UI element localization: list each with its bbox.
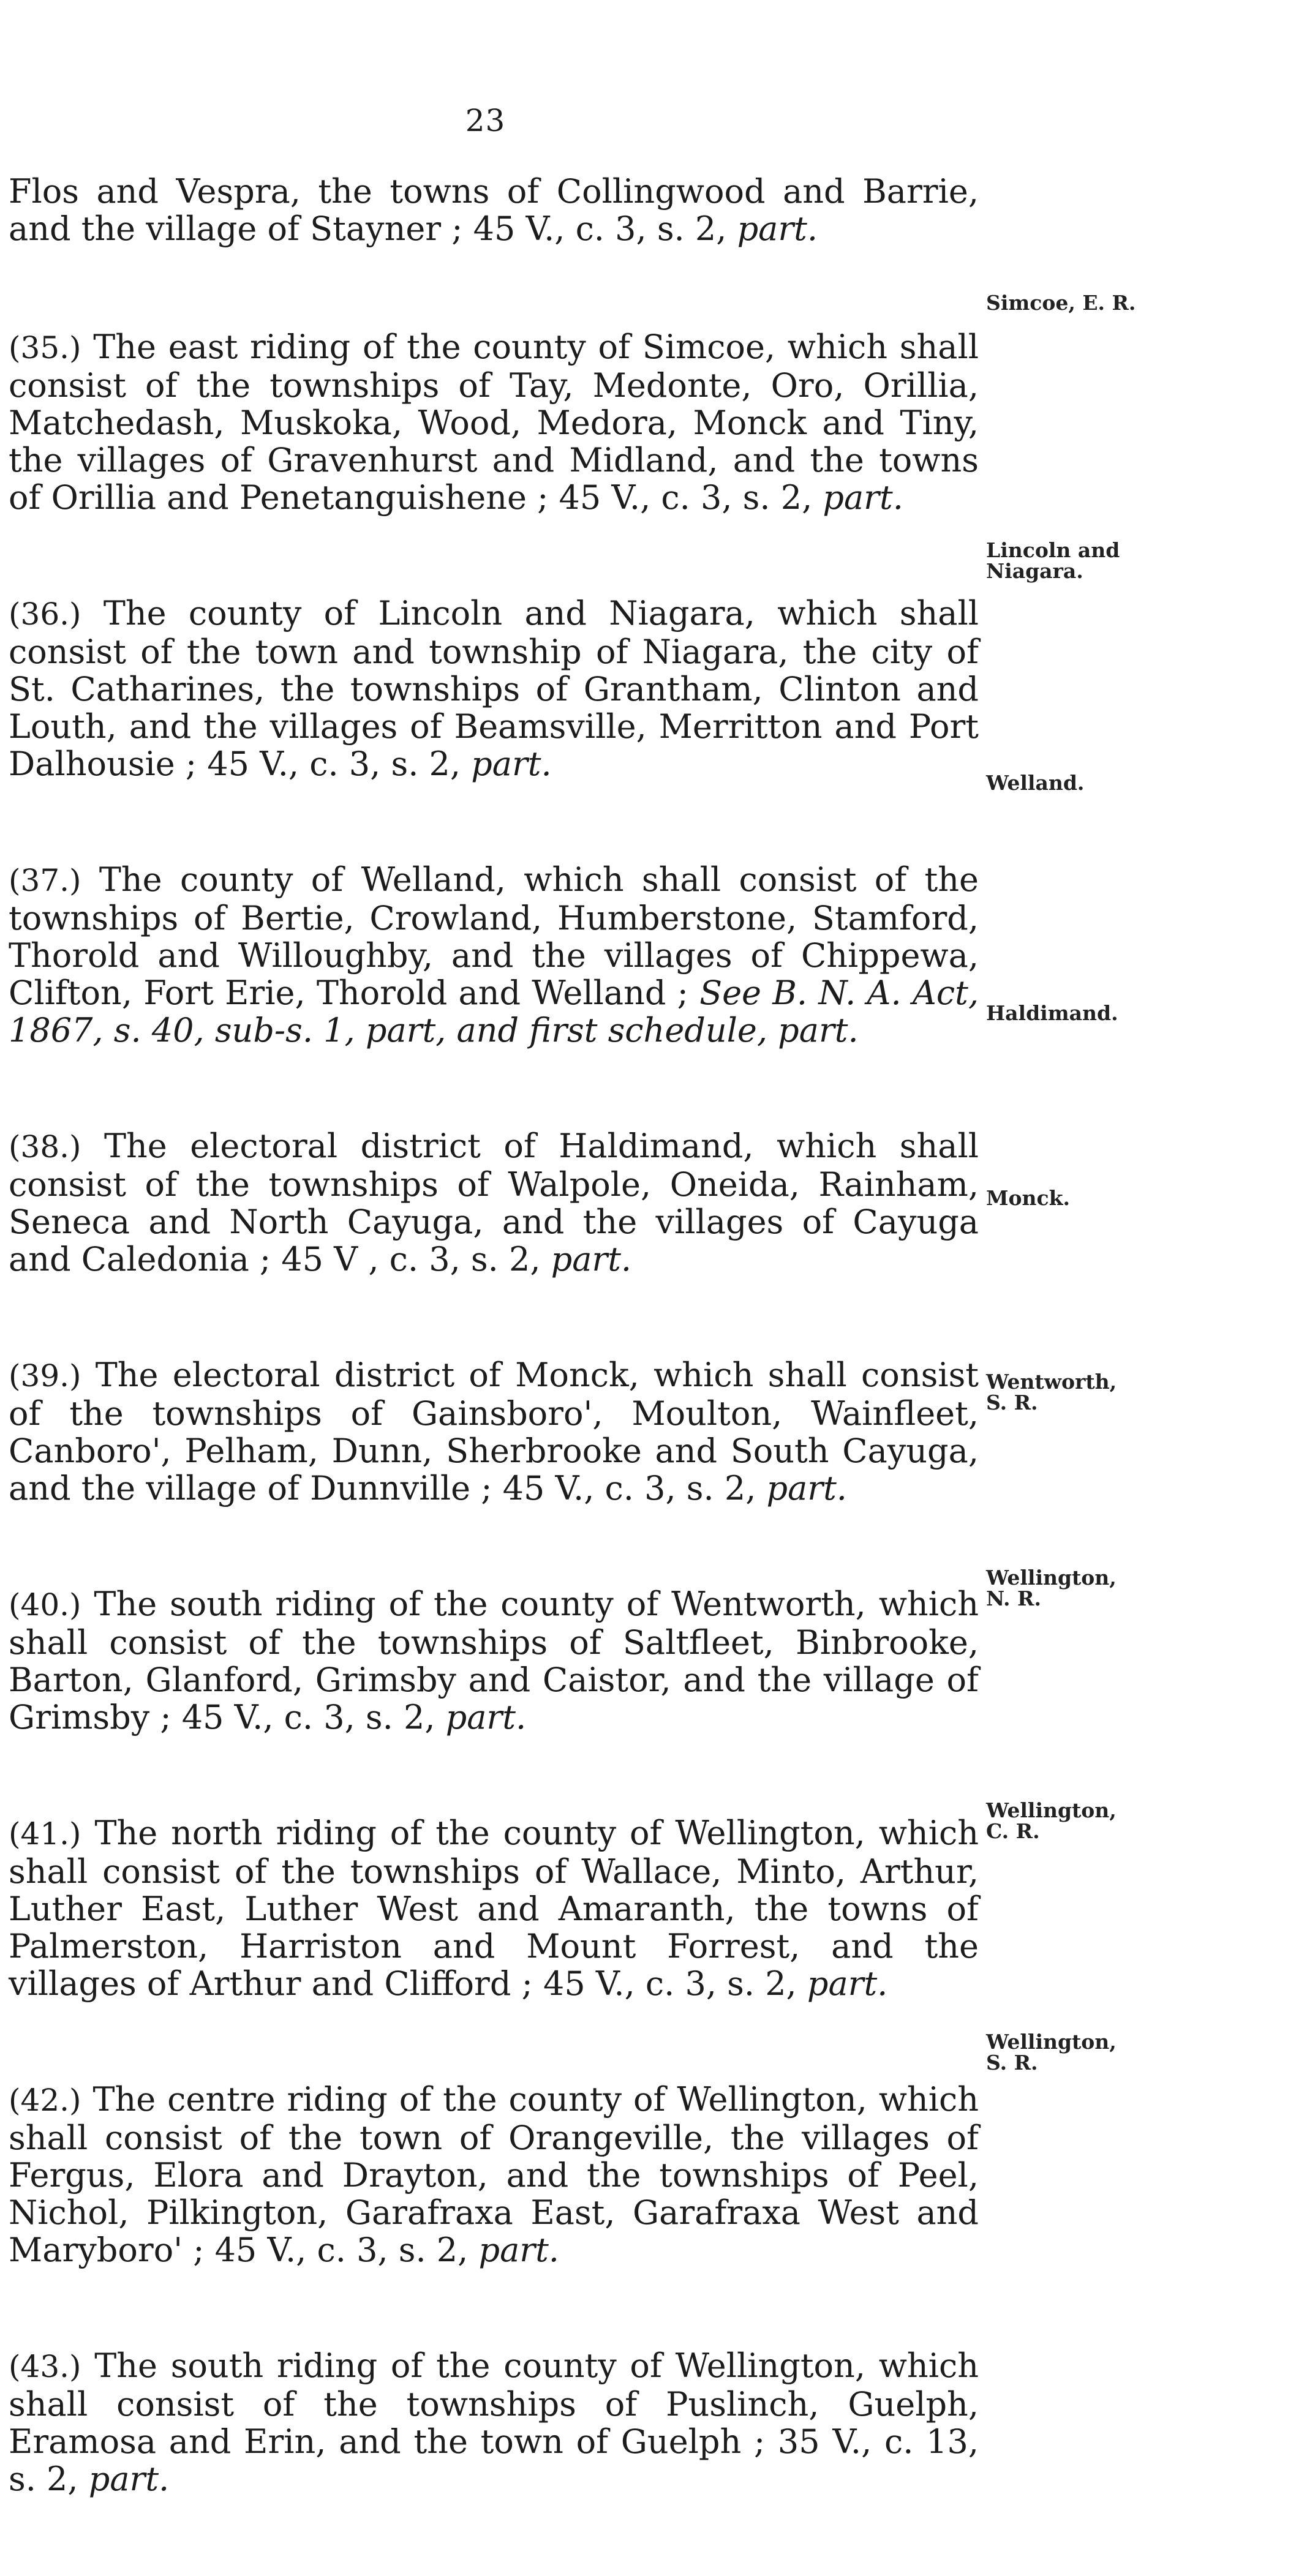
section-text: The county of Lincoln and Niagara, which shall consist of the town and township of Niagara, the city of St. Catharines, the townships of Grantham, Clinton and Louth, and the villages of Beamsville, Merritton and Port Dalhousie ; 45 V., c. 3, s. 2, bbox=[9, 594, 979, 783]
margin-note-line: C. R. bbox=[986, 1819, 1040, 1843]
section-number: (43.) bbox=[9, 2349, 81, 2384]
paragraph-text: Flos and Vespra, the towns of Collingwood and Barrie, and the village of Stayner ; 45 V., c. 3, s. 2, bbox=[9, 172, 979, 248]
margin-note-line: Lincoln and bbox=[986, 538, 1120, 562]
section-italic: part. bbox=[766, 1469, 847, 1508]
section-43 bbox=[9, 2347, 979, 2498]
margin-note-line: Monck. bbox=[986, 1186, 1070, 1210]
margin-note-line: S. R. bbox=[986, 2051, 1038, 2075]
section-number: (40.) bbox=[9, 1587, 81, 1623]
section-text: The electoral district of Monck, which shall consist of the townships of Gainsboro', Moulton, Wainfleet, Canboro', Pelham, Dunn, Sherbrooke and South Cayuga, and the village of Dunnville ; 45 V., c. 3, s. 2, bbox=[9, 1356, 979, 1508]
section-35 bbox=[9, 328, 979, 516]
section-text: The south riding of the county of Wellington, which shall consist of the townships of Puslinch, Guelph, Eramosa and Erin, and the town of Guelph ; 35 V., c. 13, s. 2, bbox=[9, 2346, 979, 2498]
section-text: The electoral district of Haldimand, which shall consist of the townships of Walpole, Oneida, Rainham, Seneca and North Cayuga, and the villages of Cayuga and Caledonia ; 45 V , c. 3, s. 2, bbox=[9, 1127, 979, 1279]
section-italic: part. bbox=[823, 478, 903, 517]
margin-note-line: Welland. bbox=[986, 771, 1085, 795]
section-italic: part. bbox=[88, 2460, 170, 2498]
margin-note-welland bbox=[986, 773, 1305, 794]
section-italic: part. bbox=[471, 745, 552, 783]
section-italic: See B. N. A. Act, 1867, s. 40, sub-s. 1, part, and first schedule, part. bbox=[9, 974, 979, 1050]
section-number: (37.) bbox=[9, 863, 81, 898]
section-40 bbox=[9, 1585, 979, 1736]
margin-note-wellington-nr bbox=[986, 1568, 1305, 1609]
section-number: (42.) bbox=[9, 2082, 81, 2118]
section-text: The south riding of the county of Wentworth, which shall consist of the townships of Saltfleet, Binbrooke, Barton, Glanford, Grimsby and Caistor, and the village of Grimsby ; 45 V., c. 3, s. 2, bbox=[9, 1585, 979, 1737]
margin-note-line: N. R. bbox=[986, 1587, 1041, 1610]
margin-note-line: Simcoe, E. R. bbox=[986, 291, 1136, 315]
margin-note-haldimand bbox=[986, 1003, 1305, 1024]
margin-note-wellington-sr bbox=[986, 2032, 1305, 2073]
section-text: The east riding of the county of Simcoe, which shall consist of the townships of Tay, Medonte, Oro, Orillia, Matchedash, Muskoka, Wood, Medora, Monck and Tiny, the villages of Gravenhurst and Midland, and the towns of Orillia and Penetanguishene ; 45 V., c. 3, s. 2, bbox=[9, 328, 979, 517]
section-italic: part. bbox=[445, 1698, 527, 1737]
margin-note-monck bbox=[986, 1188, 1305, 1209]
section-38 bbox=[9, 1127, 979, 1278]
margin-note-line: Wellington, bbox=[986, 2030, 1117, 2054]
section-37 bbox=[9, 861, 979, 1049]
margin-note-line: Haldimand. bbox=[986, 1001, 1118, 1025]
margin-note-line: Wentworth, bbox=[986, 1370, 1117, 1394]
margin-note-wellington-cr bbox=[986, 1800, 1305, 1842]
section-italic: part. bbox=[478, 2231, 559, 2269]
margin-note-wentworth bbox=[986, 1372, 1305, 1413]
section-italic: part. bbox=[551, 1240, 632, 1279]
section-number: (41.) bbox=[9, 1816, 81, 1852]
statute-text-column bbox=[9, 173, 979, 2576]
section-39 bbox=[9, 1356, 979, 1507]
section-42 bbox=[9, 2081, 979, 2269]
continuation-paragraph bbox=[9, 173, 979, 247]
margin-note-line: S. R. bbox=[986, 1391, 1038, 1414]
margin-note-line: Wellington, bbox=[986, 1798, 1117, 1822]
section-number: (35.) bbox=[9, 330, 81, 366]
section-41 bbox=[9, 1814, 979, 2002]
section-36 bbox=[9, 595, 979, 783]
page-number: 23 bbox=[465, 103, 506, 138]
section-text: The county of Welland, which shall consist of the townships of Bertie, Crowland, Humberstone, Stamford, Thorold and Willoughby, and the villages of Chippewa, Clifton, Fort Erie, Thorold and Welland ; bbox=[9, 860, 979, 1012]
section-text: The centre riding of the county of Wellington, which shall consist of the town of Orangeville, the villages of Fergus, Elora and Drayton, and the townships of Peel, Nichol, Pilkington, Garafraxa East, Garafraxa West and Maryboro' ; 45 V., c. 3, s. 2, bbox=[9, 2080, 979, 2269]
section-number: (36.) bbox=[9, 596, 81, 632]
section-number: (38.) bbox=[9, 1129, 81, 1165]
margin-note-line: Wellington, bbox=[986, 1566, 1117, 1590]
section-number: (39.) bbox=[9, 1358, 81, 1394]
section-text: The north riding of the county of Wellington, which shall consist of the townships of Wallace, Minto, Arthur, Luther East, Luther West and Amaranth, the towns of Palmerston, Harriston and Mount Forrest, and the villages of Arthur and Clifford ; 45 V., c. 3, s. 2, bbox=[9, 1814, 979, 2003]
margin-note-lincoln-niagara bbox=[986, 540, 1305, 582]
margin-note-simcoe bbox=[986, 293, 1305, 314]
section-italic: part. bbox=[807, 1964, 888, 2003]
margin-note-line: Niagara. bbox=[986, 559, 1083, 583]
paragraph-italic: part. bbox=[737, 209, 818, 248]
